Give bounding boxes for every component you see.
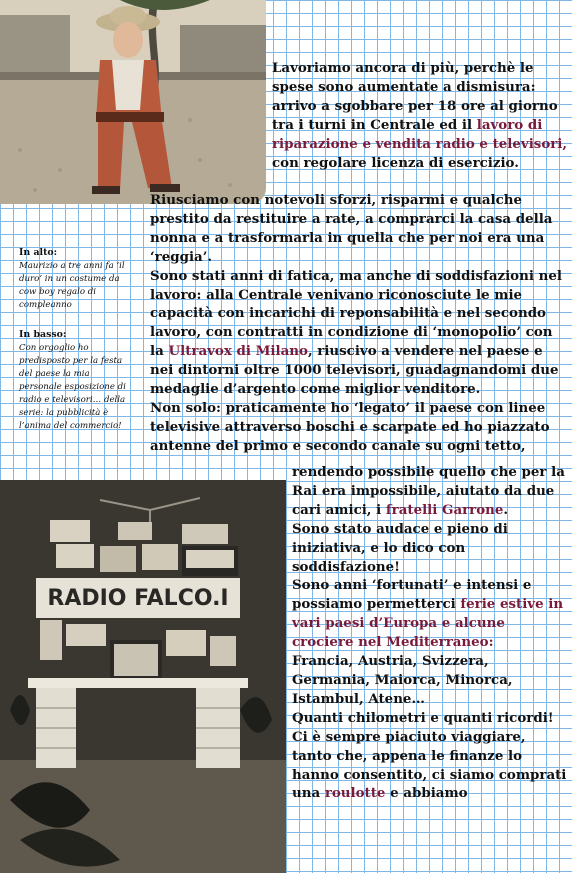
paragraph-3-text-5: Francia, Austria, Svizzera, Germania, Maiorca, Minorca, Istambul, Atene… — [292, 653, 513, 707]
photo-radio-exhibition-drawing — [0, 480, 286, 873]
paragraph-3-text-2: . — [503, 501, 509, 518]
paragraph-2-text-4: Non solo: praticamente ho ‘legato’ il paese con linee televisive attraverso boschi e scarpate ed ho piazzato antenne del primo e secondo canale su ogni tetto, — [150, 399, 550, 454]
highlight-holidays: ferie estive in vari paesi d’Europa e alcune crociere nel Mediterraneo: — [292, 596, 564, 651]
caption-bottom-heading: In basso: — [19, 329, 67, 340]
paragraph-2-text-1: Riusciamo con notevoli sforzi, risparmi e qualche prestito da restituire a rate, a comprarci la casa della nonna e a trasformarla in quella che per noi era una ‘reggia’. — [150, 192, 553, 265]
caption-bottom-text: Con orgoglio ho predisposto per la festa del paese la mia personale esposizione di radio e televisori… della serie: la pubblicità è l’anima del commercio! — [19, 343, 126, 431]
caption-top — [19, 246, 133, 312]
paragraph-2-text-3: , riuscivo a vendere nel paese e nei dintorni oltre 1000 televisori, guadagnandomi due medaglie d’argento come miglior venditore. — [150, 343, 559, 398]
paragraph-3-text-4: Sono anni ‘fortunati’ e intensi e possiamo permetterci — [292, 577, 532, 613]
photo-child-cowboy-drawing — [0, 0, 266, 204]
paragraph-3-text-7: Ci è sempre piaciuto viaggiare, tanto che, appena le finanze lo hanno consentito, ci siamo comprati una — [292, 728, 567, 802]
paragraph-3-text-1: rendendo possibile quello che per la Rai era impossibile, aiutato da due cari amici, i — [292, 464, 565, 518]
paragraph-1 — [272, 59, 568, 172]
highlight-garrone: fratelli Garrone — [385, 501, 504, 518]
photo-radio-exhibition — [0, 480, 286, 873]
paragraph-3-text-3: Sono stato audace e pieno di iniziativa, e lo dico con soddisfazione! — [292, 520, 508, 575]
paragraph-2 — [150, 191, 568, 456]
caption-top-heading: In alto: — [19, 247, 58, 258]
caption-top-text: Maurizio a tre anni fa ‘il duro’ in un costume da cow boy regalo di compleanno — [19, 261, 125, 310]
paragraph-1-text-end: con regolare licenza di esercizio. — [272, 154, 519, 171]
photo-child-cowboy — [0, 0, 266, 204]
paragraph-3 — [292, 463, 568, 803]
paragraph-3-text-8: e abbiamo — [385, 785, 468, 802]
highlight-roulotte: roulotte — [324, 785, 386, 802]
highlight-repair-sales: lavoro di riparazione e vendita radio e televisori, — [272, 116, 568, 152]
radio-falco-sign: RADIO FALCO.I — [47, 586, 229, 611]
caption-bottom — [19, 328, 133, 433]
highlight-ultravox: Ultravox di Milano — [168, 343, 308, 360]
paragraph-3-text-6: Quanti chilometri e quanti ricordi! — [292, 709, 554, 726]
paragraph-2-text-2: Sono stati anni di fatica, ma anche di soddisfazioni nel lavoro: alla Centrale venivano riconosciute le mie capacità con incarichi di reponsabilità e nel secondo lavoro, con contratti in condizione di ‘monopolio’ con la — [150, 267, 562, 360]
paragraph-1-text: Lavoriamo ancora di più, perchè le spese sono aumentate a dismisura: arrivo a sgobbare per 18 ore al giorno tra i turni in Centrale ed il — [272, 60, 558, 133]
